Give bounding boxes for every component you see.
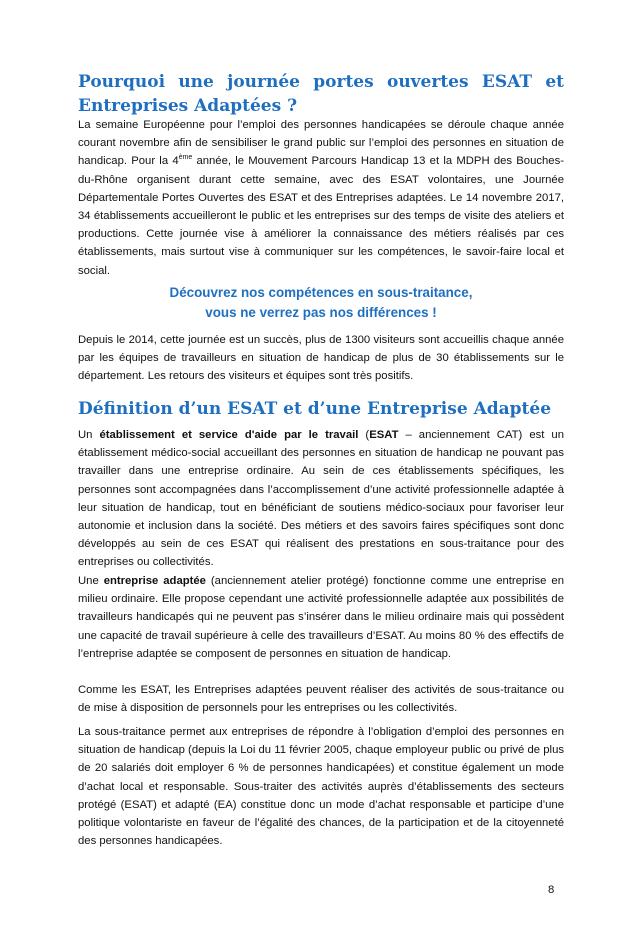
- ea-bold-term: entreprise adaptée: [103, 575, 206, 587]
- ea-text-b: (anciennement atelier protégé) fonctionne comme une entreprise en milieu ordinaire. Elle propose cependant une activité professionnelle adaptée aux possibilités de travailleurs handicapés qui ne peuvent pas s’insérer dans le milieu ordinaire mais qui possèdent une capacité de travail supérieure à celle des travailleurs d’ESAT. Au moins 80 % des effectifs de l’entreprise adaptée se composent de personnes en situation de handicap.: [78, 575, 564, 660]
- esat-bold-term: établissement et service d'aide par le travail: [99, 429, 359, 441]
- paragraph-intro-text-b: année, le Mouvement Parcours Handicap 13 et la MDPH des Bouches-du-Rhône organisent durant cette semaine, avec des ESAT volontaires, une Journée Départementale Portes Ouvertes des ESAT et des Entreprises adaptées. Le 14 novembre 2017, 34 établissements accueilleront le public et les entreprises sur des temps de visite des ateliers et productions. Cette journée vise à améliorer la connaissance des métiers réalisés par ces établissements, mais surtout vise à communiquer sur les compétences, le savoir-faire local et social.: [78, 155, 564, 277]
- esat-text-b: (: [358, 429, 370, 441]
- superscript-eme: ème: [178, 154, 193, 162]
- heading-definition-text: Définition d’un ESAT et d’une Entreprise Adaptée: [78, 399, 552, 419]
- esat-text-a: Un: [78, 429, 100, 441]
- paragraph-intro: [78, 116, 564, 280]
- ea-text-a: Une: [78, 575, 104, 587]
- callout-sous-traitance: [78, 283, 564, 323]
- paragraph-depuis: Depuis le 2014, cette journée est un succès, plus de 1300 visiteurs sont accueillis chaque année par les équipes de travailleurs en situation de handicap de plus de 30 établissements sur le département. Les retours des visiteurs et équipes sont très positifs.: [78, 334, 564, 383]
- paragraph-entreprise-adaptee: [78, 572, 564, 663]
- esat-text-c: – anciennement CAT) est un établissement médico-social accueillant des personnes en situation de handicap ne pouvant pas travailler dans une entreprise ordinaire. Au sein de ces établissements spécifiques, les personnes sont accompagnées dans l’accomplissement d’une activité professionnelle adaptée à leur situation de handicap, tout en bénéficiant de soutiens médico-sociaux pour favoriser leur autonomie et inclusion dans la société. Des métiers et des savoirs faires spécifiques sont donc développés au sein de ces ESAT qui réalisent des prestations en sous-traitance pour des entreprises ou collectivités.: [78, 429, 564, 569]
- callout-line-1: Découvrez nos compétences en sous-traitance,: [169, 285, 473, 300]
- heading-line-2: Entreprises Adaptées ?: [78, 96, 298, 116]
- heading-line-1: Pourquoi une journée portes ouvertes ESAT et: [78, 72, 564, 92]
- paragraph-intro-text-a: La semaine Européenne pour l’emploi des personnes handicapées se déroule chaque année courant novembre afin de sensibiliser le grand public sur l’emploi des personnes en situation de handicap. Pour la 4: [78, 119, 564, 168]
- heading-definition: [78, 397, 564, 421]
- heading-pourquoi: [78, 70, 564, 118]
- page-number: 8: [548, 884, 555, 896]
- paragraph-esat-definition: [78, 426, 564, 572]
- paragraph-comme-esat: Comme les ESAT, les Entreprises adaptées peuvent réaliser des activités de sous-traitance ou de mise à disposition de personnels pour les entreprises ou les collectivités.: [78, 684, 564, 715]
- paragraph-sous-traitance: La sous-traitance permet aux entreprises de répondre à l’obligation d’emploi des personnes en situation de handicap (depuis la Loi du 11 février 2005, chaque employeur public ou privé de plus de 20 salariés doit employer 6 % de personnes handicapées) et constitue également un mode d’achat local et responsable. Sous-traiter des activités auprès d’établissements des secteurs protégé (ESAT) et adapté (EA) constitue donc un mode d’achat responsable et participe d’une politique volontariste en faveur de l’égalité des chances, de la participation et de la citoyenneté des personnes handicapées.: [78, 726, 564, 848]
- callout-line-2: vous ne verrez pas nos différences !: [205, 305, 437, 320]
- esat-bold-acronym: ESAT: [369, 429, 399, 441]
